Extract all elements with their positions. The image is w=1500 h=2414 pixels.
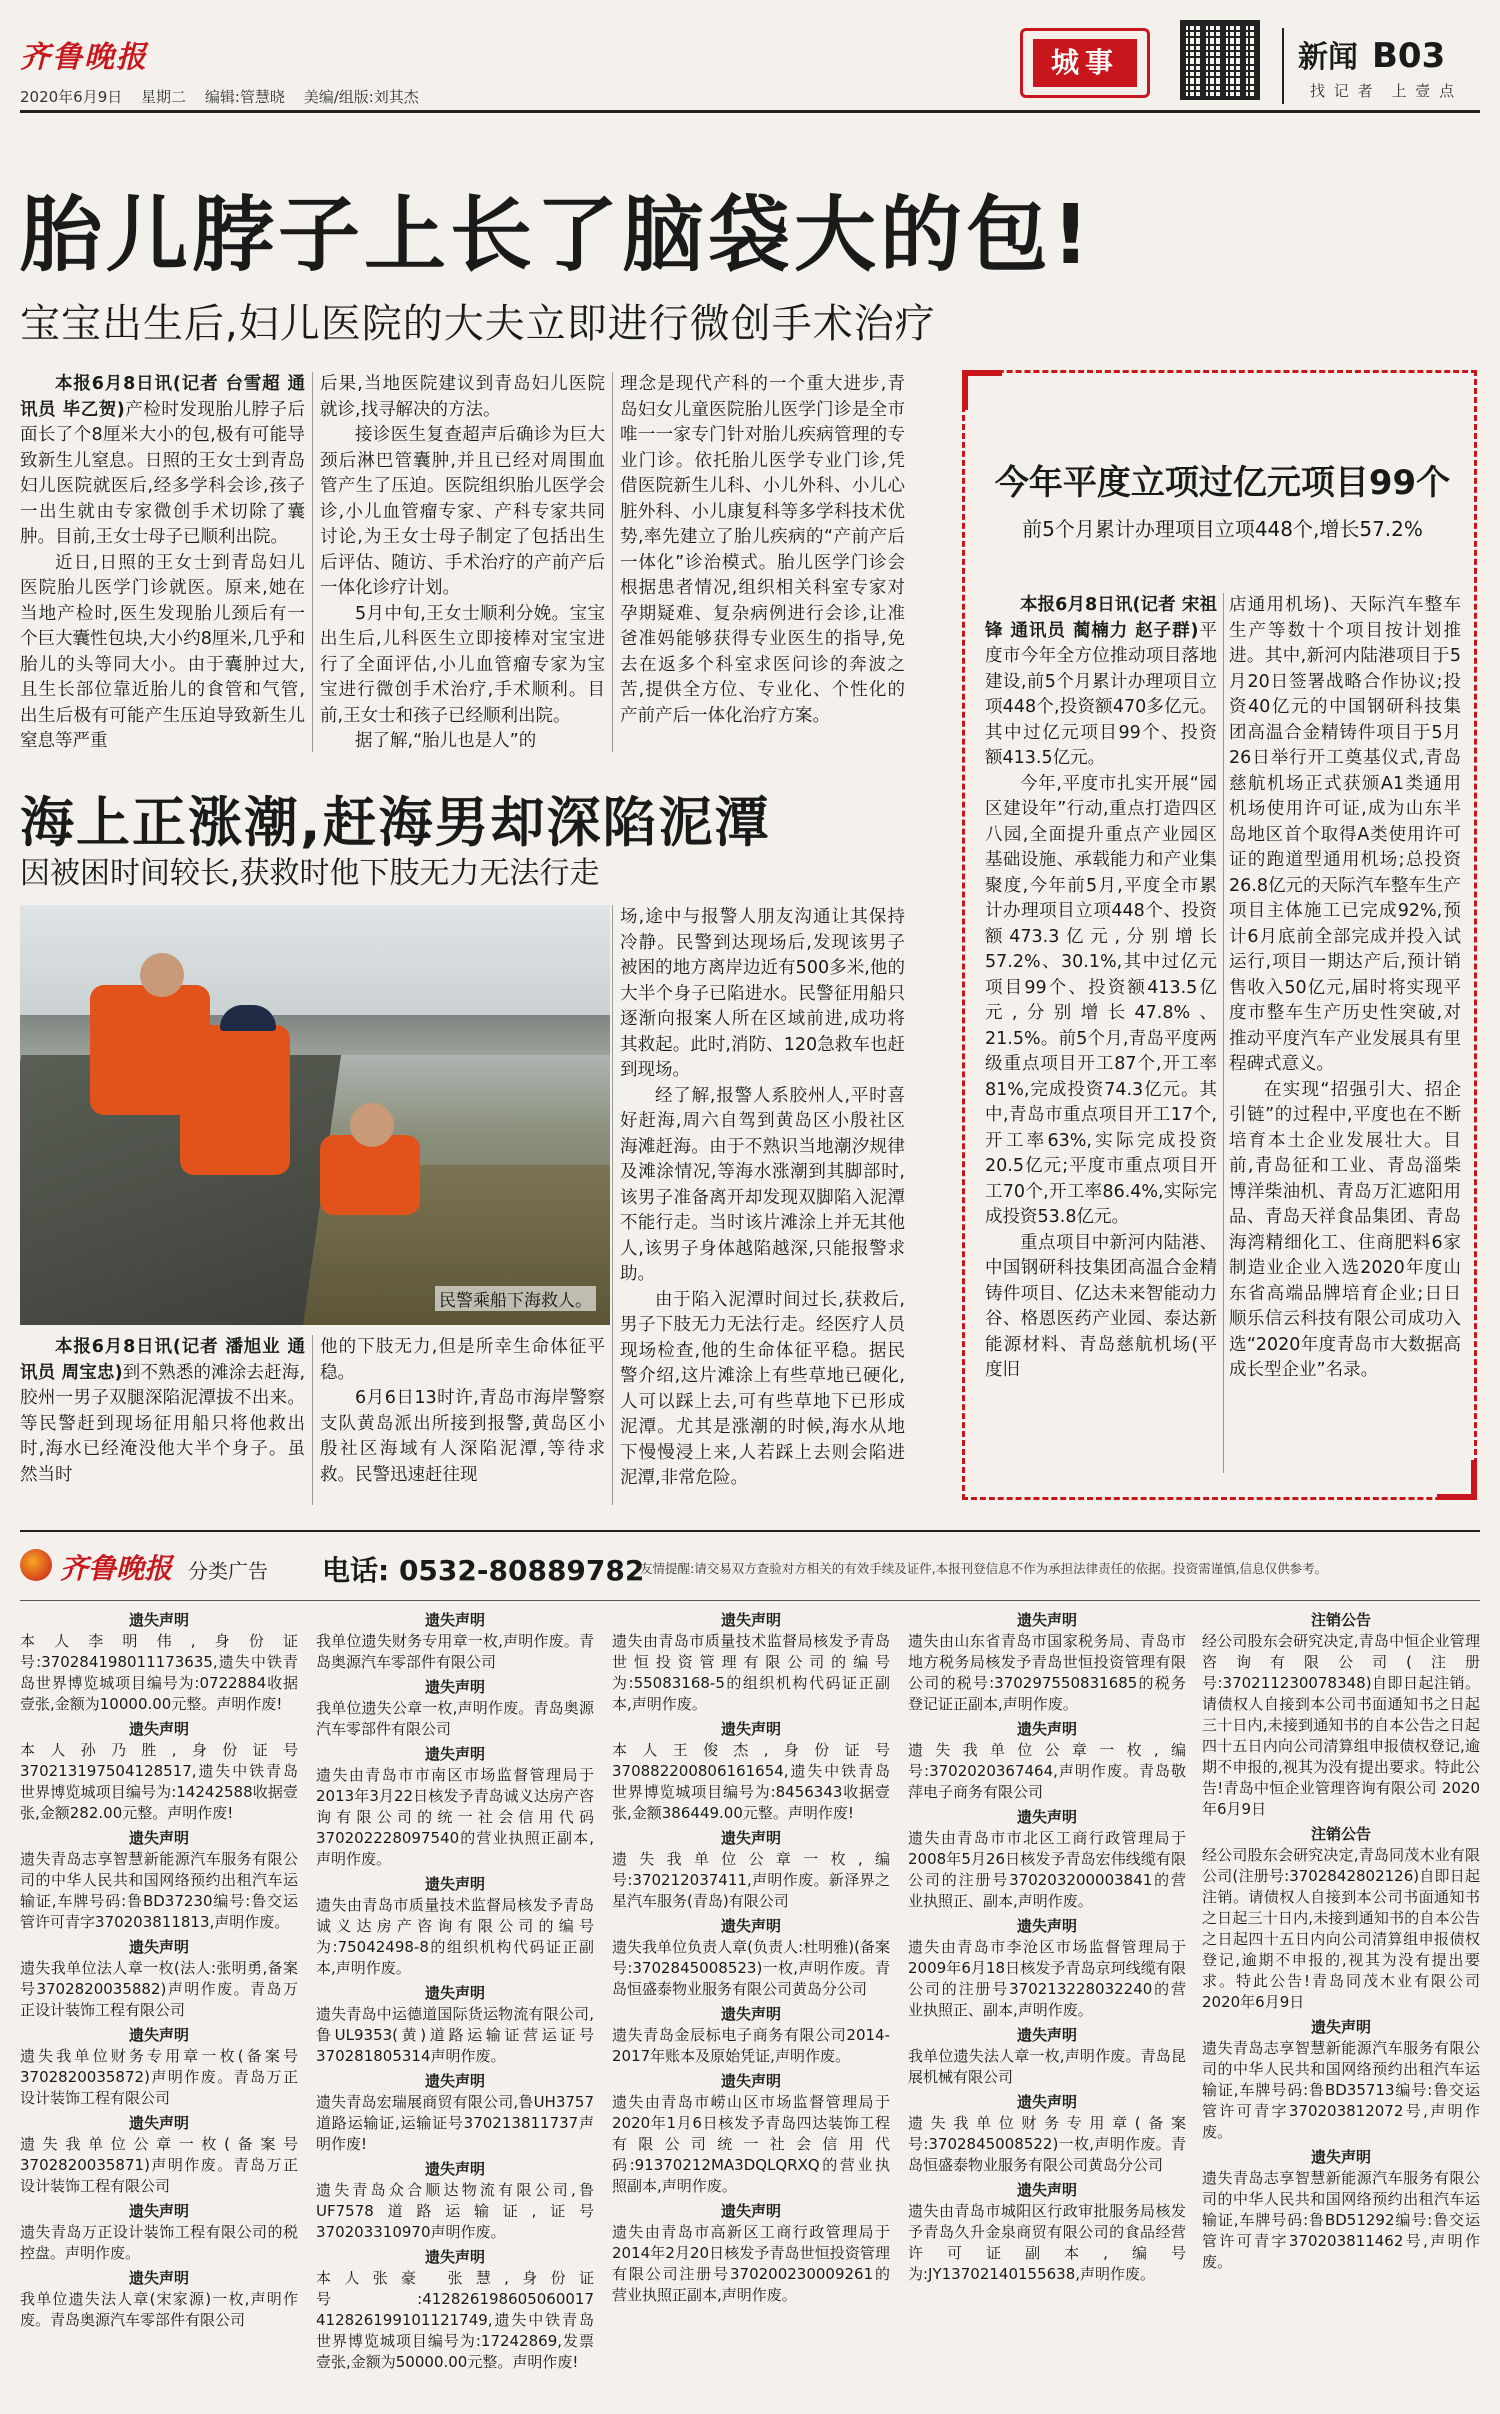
ad-body: 我单位遗失财务专用章一枚,声明作废。青岛奥源汽车零部件有限公司 [316, 1632, 594, 1671]
classified-ad [316, 1610, 594, 1673]
ad-body: 遗失青岛宏瑞展商贸有限公司,鲁UH3757道路运输证,运输证号370213811737声明作废! [316, 2093, 594, 2153]
ads-brand: 齐鲁晚报 [60, 1552, 173, 1585]
life-vest [320, 1135, 420, 1215]
ad-body: 遗失由青岛市城阳区行政审批服务局核发予青岛久升金泉商贸有限公司的食品经营许可证副本,编号为:JY13702140155638,声明作废。 [908, 2202, 1186, 2283]
classified-ad [908, 2025, 1186, 2088]
ad-title: 遗失声明 [424, 2072, 485, 2090]
ad-title: 遗失声明 [424, 2248, 485, 2266]
story2-byline: 本报6月8日讯(记者 潘旭业 通讯员 周宝忠) [20, 1337, 305, 1383]
ad-body: 遗失由青岛市市南区市场监督管理局于2013年3月22日核发予青岛诚义达房产咨询有限公司的统一社会信用代码370202228097540的营业执照正副本,声明作废。 [316, 1766, 594, 1868]
story2-column-3 [620, 905, 905, 1510]
story2-paragraph: 经了解,报警人系胶州人,平时喜好赶海,周六自驾到黄岛区小殷社区海滩赶海。由于不熟识当地潮汐规律及滩涂情况,等海水涨潮到其脚部时,该男子准备离开却发现双脚陷入泥潭不能行走。当时该片滩涂上并无其他人,该男子身体越陷越深,只能报警求助。 [620, 1085, 905, 1284]
ad-title: 遗失声明 [424, 2160, 485, 2178]
second-headline: 海上正涨潮,赶海男却深陷泥潭 [20, 791, 771, 854]
ad-title: 遗失声明 [128, 2202, 189, 2220]
column-rule [612, 372, 613, 752]
ad-title: 遗失声明 [1310, 2018, 1371, 2036]
sidebar-column-1 [985, 593, 1217, 1483]
classified-ad [908, 1719, 1186, 1803]
ad-title: 遗失声明 [1016, 2181, 1077, 2199]
story2-paragraph: 场,途中与报警人朋友沟通让其保持冷静。民警到达现场后,发现该男子被困的地方离岸边近有500多米,他的大半个身子已陷进水。民警征用船只逐渐向报案人所在区域前进,成功将其救起。此时,消防、120急救车也赶到现场。 [620, 907, 905, 1080]
ad-title: 遗失声明 [424, 1678, 485, 1696]
ad-body: 遗失青岛志享智慧新能源汽车服务有限公司的中华人民共和国网络预约出租汽车运输证,车牌号码:鲁BD37230编号:鲁交运管许可青字370203811813,声明作废。 [20, 1850, 298, 1931]
classified-ad [20, 1719, 298, 1824]
story1-paragraph: 理念是现代产科的一个重大进步,青岛妇女儿童医院胎儿医学门诊是全市唯一一家专门针对胎儿疾病管理的专业门诊。依托胎儿医学专业门诊,凭借医院新生儿科、小儿外科、小儿心脏外科、小儿康复科等多学科技术优势,率先建立了胎儿疾病的“产前产后一体化”诊治模式。胎儿医学门诊会根据患者情况,组织相关科室专家对孕期疑难、复杂病例进行会诊,让准爸准妈能够获得专业医生的指导,免去在返多个科室求医问诊的奔波之苦,提供全方位、专业化、个性化的产前产后一体化治疗方案。 [620, 374, 905, 726]
ads-column-5 [1202, 1610, 1480, 2400]
ad-body: 我单位遗失法人章一枚,声明作废。青岛昆展机械有限公司 [908, 2047, 1186, 2086]
ads-phone: 电话: 0532-80889782 [322, 1554, 645, 1587]
story1-paragraph: 接诊医生复查超声后确诊为巨大颈后淋巴管囊肿,并且已经对周围血管产生了压迫。医院组织胎儿医学会诊,小儿血管瘤专家、产科专家共同讨论,为王女士母子制定了包括出生后评估、随访、手术治疗的产前产后一体化诊疗计划。 [320, 425, 605, 598]
classified-ad [316, 1744, 594, 1870]
classified-ad [612, 1610, 890, 1715]
ad-title: 遗失声明 [720, 1917, 781, 1935]
ad-title: 遗失声明 [424, 1984, 485, 2002]
classified-ad [316, 1677, 594, 1740]
ad-body: 我单位遗失公章一枚,声明作废。青岛奥源汽车零部件有限公司 [316, 1699, 594, 1738]
section-label: 城事 [1033, 39, 1137, 87]
classified-ad [316, 2159, 594, 2243]
header-divider [1282, 28, 1284, 104]
rescuer-head [140, 953, 184, 997]
story2-paragraph: 由于陷入泥潭时间过长,获救后,男子下肢无力无法行走。经医疗人员现场检查,他的生命体征平稳。据民警介绍,这片滩涂上有些草地已硬化,人可以踩上去,可有些草地下已形成泥潭。尤其是涨潮的时候,海水从地下慢慢浸上来,人若踩上去则会陷进泥潭,非常危险。 [620, 1289, 905, 1488]
sidebar-paragraph: 店通用机场)、天际汽车整车生产等数十个项目按计划推进。其中,新河内陆港项目于5月20日签署战略合作协议;投资40亿元的中国钢研科技集团高温合金精铸件项目于5月26日举行开工奠基仪式,青岛慈航机场正式获颁A1类通用机场使用许可证,成为山东半岛地区首个取得A类使用许可证的跑道型通用机场;总投资26.8亿元的天际汽车整车生产项目主体施工已完成92%,预计6月底前全部完成并投入试运行,项目一期达产后,预计销售收入50亿元,届时将实现平度市整车生产历史性突破,对推动平度汽车产业发展具有里程碑式意义。 [1229, 595, 1461, 1074]
issue-weekday: 星期二 [141, 88, 187, 106]
sidebar-story-box [962, 370, 1477, 1500]
second-subhead: 因被困时间较长,获救时他下肢无力无法行走 [20, 856, 600, 891]
story1-paragraph: 产检时发现胎儿脖子后面长了个8厘米大小的包,极有可能导致新生儿窒息。日照的王女士到青岛妇儿医院就医后,经多学科会诊,孩子一出生就由专家微创手术切除了囊肿。目前,王女士母子已顺利出院。 [20, 399, 305, 547]
ad-body: 本人李明伟,身份证号:370284198011173635,遗失中铁青岛世界博览城项目编号为:0722884收据壹张,金额为10000.00元整。声明作废! [20, 1632, 298, 1713]
story1-column-1 [20, 372, 305, 762]
ads-column-1 [20, 1610, 298, 2400]
newspaper-logo: 齐鲁晚报 [20, 40, 148, 75]
classified-ad [908, 2180, 1186, 2285]
page-number: B03 [1372, 36, 1446, 76]
ad-body: 遗失青岛众合顺达物流有限公司,鲁UF7578道路运输证,证号370203310970声明作废。 [316, 2181, 594, 2241]
sidebar-column-2 [1229, 593, 1461, 1483]
classified-ad [908, 2092, 1186, 2176]
issue-date: 2020年6月9日 [20, 88, 123, 106]
ad-title: 遗失声明 [1016, 1611, 1077, 1629]
sidebar-paragraph: 重点项目中新河内陆港、中国钢研科技集团高温合金精铸件项目、亿达未来智能动力谷、格恩医药产业园、泰达新能源材料、青岛慈航机场(平度旧 [985, 1232, 1217, 1380]
ad-title: 遗失声明 [1016, 2026, 1077, 2044]
ad-body: 遗失青岛志享智慧新能源汽车服务有限公司的中华人民共和国网络预约出租汽车运输证,车牌号码:鲁BD51292编号:鲁交运管许可青字370203811462号,声明作废。 [1202, 2169, 1480, 2271]
ad-body: 遗失青岛志享智慧新能源汽车服务有限公司的中华人民共和国网络预约出租汽车运输证,车牌号码:鲁BD35713编号:鲁交运管许可青字370203812072号,声明作废。 [1202, 2039, 1480, 2141]
ad-body: 遗失我单位公章一枚,编号:3702020367464,声明作废。青岛敬萍电子商务有限公司 [908, 1741, 1186, 1801]
ad-body: 我单位遗失法人章(宋家源)一枚,声明作废。青岛奥源汽车零部件有限公司 [20, 2290, 298, 2329]
life-vest [180, 1025, 290, 1175]
page-label [1298, 32, 1445, 76]
ads-column-3 [612, 1610, 890, 2400]
page-name: 新闻 [1298, 40, 1358, 75]
classified-ad [1202, 2017, 1480, 2143]
masthead [20, 14, 1480, 104]
ads-column-4 [908, 1610, 1186, 2400]
ad-body: 遗失青岛中运德道国际货运物流有限公司,鲁UL9353(黄)道路运输证营运证号370281805314声明作废。 [316, 2005, 594, 2065]
rescue-photo [20, 905, 610, 1325]
classified-ad [612, 2201, 890, 2306]
classified-ad [908, 1916, 1186, 2021]
classified-ad [20, 1610, 298, 1715]
classified-ad [1202, 1610, 1480, 1820]
classified-ad [20, 1937, 298, 2021]
ad-body: 本人孙乃胜,身份证号370213197504128517,遗失中铁青岛世界博览城项目编号为:14242588收据壹张,金额282.00元整。声明作废! [20, 1741, 298, 1822]
story1-paragraph: 后果,当地医院建议到青岛妇儿医院就诊,找寻解决的方法。 [320, 374, 605, 420]
ad-body: 本人王俊杰,身份证号370882200806161654,遗失中铁青岛世界博览城项目编号为:8456343收据壹张,金额386449.00元整。声明作废! [612, 1741, 890, 1822]
classified-ad [612, 2004, 890, 2067]
ad-body: 遗失我单位法人章一枚(法人:张明勇,备案号3702820035882)声明作废。青岛万正设计装饰工程有限公司 [20, 1959, 298, 2019]
ad-body: 遗失我单位公章一枚,编号:370212037411,声明作废。新泽界之星汽车服务(青岛)有限公司 [612, 1850, 890, 1910]
ad-title: 遗失声明 [720, 1720, 781, 1738]
story2-column-1 [20, 1335, 305, 1510]
ad-title: 遗失声明 [128, 2114, 189, 2132]
sidebar-byline: 本报6月8日讯(记者 宋祖锋 通讯员 蔺楠力 赵子群) [985, 595, 1217, 641]
ad-body: 遗失由青岛市质量技术监督局核发予青岛诚义达房产咨询有限公司的编号为:75042498-8的组织机构代码证正副本,声明作废。 [316, 1896, 594, 1977]
story1-paragraph: 近日,日照的王女士到青岛妇儿医院胎儿医学门诊就医。原来,她在当地产检时,医生发现胎儿颈后有一个巨大囊性包块,大小约8厘米,几乎和胎儿的头等同大小。由于囊肿过大,且生长部位靠近胎儿的食管和气管,出生后极有可能产生压迫导致新生儿窒息等严重 [20, 552, 305, 751]
ad-title: 遗失声明 [720, 2005, 781, 2023]
story2-paragraph: 6月6日13时许,青岛市海岸警察支队黄岛派出所接到报警,黄岛区小殷社区海域有人深陷泥潭,等待求救。民警迅速赶往现 [320, 1388, 605, 1485]
ad-title: 遗失声明 [1016, 1917, 1077, 1935]
classified-ad [908, 1610, 1186, 1715]
story1-column-2 [320, 372, 605, 762]
editor-credit: 编辑:管慧晓 [204, 88, 285, 106]
ad-body: 遗失由山东省青岛市国家税务局、青岛市地方税务局核发予青岛世恒投资管理有限公司的税号:370297550831685的税务登记证正副本,声明作废。 [908, 1632, 1186, 1713]
photo-caption: 民警乘船下海救人。 [435, 1286, 596, 1311]
ad-title: 遗失声明 [1310, 2148, 1371, 2166]
column-rule [612, 905, 613, 1505]
rescued-man-head [350, 1103, 394, 1147]
ad-title: 遗失声明 [1016, 1808, 1077, 1826]
ad-body: 遗失我单位财务专用章(备案号:3702845008522)一枚,声明作废。青岛恒盛泰物业服务有限公司黄岛分公司 [908, 2114, 1186, 2174]
qr-code-icon [1180, 20, 1260, 100]
story1-column-3 [620, 372, 905, 762]
ad-title: 遗失声明 [720, 1829, 781, 1847]
story1-paragraph: 5月中旬,王女士顺利分娩。宝宝出生后,儿科医生立即接棒对宝宝进行了全面评估,小儿血管瘤专家为宝宝进行微创手术治疗,手术顺利。目前,王女士和孩子已经顺利出院。 [320, 603, 605, 726]
ad-title: 遗失声明 [128, 1938, 189, 1956]
ad-body: 遗失我单位财务专用章一枚(备案号3702820035872)声明作废。青岛万正设计装饰工程有限公司 [20, 2047, 298, 2107]
classified-ad [316, 1874, 594, 1979]
brand-sun-icon [20, 1549, 52, 1581]
column-rule [312, 372, 313, 752]
ad-title: 遗失声明 [128, 1611, 189, 1629]
classified-ad [1202, 1824, 1480, 2013]
dateline [20, 86, 433, 107]
ads-top-rule [20, 1530, 1480, 1532]
classified-ad [316, 2247, 594, 2373]
classified-ad [20, 2201, 298, 2264]
ad-body: 遗失由青岛市质量技术监督局核发予青岛世恒投资管理有限公司的编号为:55083168-5的组织机构代码证正副本,声明作废。 [612, 1632, 890, 1713]
classified-ad [612, 1828, 890, 1912]
classified-ad [20, 1828, 298, 1933]
ad-body: 遗失由青岛市崂山区市场监督管理局于2020年1月6日核发予青岛四达装饰工程有限公司统一社会信用代码:91370212MA3DQLQRXQ的营业执照副本,声明作废。 [612, 2093, 890, 2195]
designer-credit: 美编/组版:刘其杰 [303, 88, 419, 106]
box-corner [962, 370, 1002, 410]
ad-title: 遗失声明 [128, 1829, 189, 1847]
ad-body: 遗失由青岛市市北区工商行政管理局于2008年5月26日核发予青岛宏伟线缆有限公司的注册号370203200003841的营业执照正、副本,声明作废。 [908, 1829, 1186, 1910]
masthead-rule [20, 110, 1480, 113]
ad-title: 遗失声明 [424, 1745, 485, 1763]
story1-byline: 本报6月8日讯(记者 台雪超 通讯员 毕乙贺) [20, 374, 305, 420]
ad-title: 遗失声明 [424, 1875, 485, 1893]
classified-ad [316, 1983, 594, 2067]
classified-ad [20, 2025, 298, 2109]
ads-column-2 [316, 1610, 594, 2400]
ad-body: 遗失由青岛市高新区工商行政管理局于2014年2月20日核发予青岛世恒投资管理有限公司注册号370200230009261的营业执照正副本,声明作废。 [612, 2223, 890, 2304]
ad-body: 遗失我单位负责人章(负责人:杜明雅)(备案号:3702845008523)一枚,声明作废。青岛恒盛泰物业服务有限公司黄岛分公司 [612, 1938, 890, 1998]
ad-title: 遗失声明 [424, 1611, 485, 1629]
ad-title: 遗失声明 [720, 2202, 781, 2220]
classified-ad [908, 1807, 1186, 1912]
ads-header [20, 1545, 1480, 1595]
classified-ad [1202, 2147, 1480, 2273]
ad-title: 注销公告 [1310, 1611, 1371, 1629]
story1-paragraph: 据了解,“胎儿也是人”的 [355, 731, 537, 751]
ad-title: 遗失声明 [720, 2072, 781, 2090]
classified-ad [612, 1719, 890, 1824]
ad-title: 遗失声明 [128, 1720, 189, 1738]
classified-ad [20, 2113, 298, 2197]
ads-disclaimer: 友情提醒:请交易双方查验对方相关的有效手续及证件,本报刊登信息不作为承担法律责任的依据。投资需谨慎,信息仅供参考。 [640, 1561, 1328, 1576]
classified-ad [20, 2268, 298, 2331]
ad-title: 遗失声明 [1016, 2093, 1077, 2111]
ad-body: 遗失我单位公章一枚(备案号3702820035871)声明作废。青岛万正设计装饰工程有限公司 [20, 2135, 298, 2195]
ad-body: 经公司股东会研究决定,青岛同茂木业有限公司(注册号:370284280212​6)自即日起注销。请债权人自接到本公司书面通知书之日起三十日内,未接到通知书的自本公告之日起四十五日内向公司清算组申报债权登记,逾期不申报的,视其为没有提出要求。特此公告!青岛同茂木业有限公司 2020年6月9日 [1202, 1846, 1480, 2011]
ad-title: 遗失声明 [128, 2269, 189, 2287]
ads-rule [20, 1600, 1480, 1601]
ad-title: 遗失声明 [1016, 1720, 1077, 1738]
story2-paragraph: 到不熟悉的滩涂去赶海,胶州一男子双腿深陷泥潭拔不出来。等民警赶到现场征用船只将他救出时,海水已经淹没他大半个身子。虽然当时 [20, 1362, 305, 1485]
ad-body: 遗失青岛金辰标电子商务有限公司2014-2017年账本及原始凭证,声明作废。 [612, 2026, 890, 2065]
column-rule [1223, 593, 1224, 1473]
main-headline: 胎儿脖子上长了脑袋大的包! [20, 188, 1094, 283]
classified-ad [316, 2071, 594, 2155]
ad-title: 注销公告 [1310, 1825, 1371, 1843]
sidebar-headline: 今年平度立项过亿元项目99个 [994, 463, 1451, 503]
ads-category: 分类广告 [188, 1559, 268, 1583]
classified-ad [612, 1916, 890, 2000]
sidebar-paragraph: 平度市今年全方位推动项目落地建设,前5个月累计办理项目立项448个,投资额470多亿元。其中过亿元项目99个、投资额413.5亿元。 [985, 620, 1217, 768]
reporter-tagline: 找 记 者 上 壹 点 [1310, 82, 1457, 100]
column-rule [312, 1335, 313, 1505]
classified-ad [612, 2071, 890, 2197]
ad-body: 遗失青岛万正设计装饰工程有限公司的税控盘。声明作废。 [20, 2223, 298, 2262]
ad-body: 经公司股东会研究决定,青岛中恒企业管理咨询有限公司(注册号:370211230078348)自即日起注销。请债权人自接到本公司书面通知书之日起三十日内,未接到通知书的自本公告之日起四十五日内向公司清算组申报债权登记,逾期不申报的,视其为没有提出要求。特此公告!青岛中恒企业管理咨询有限公司 2020年6月9日 [1202, 1632, 1480, 1818]
ad-title: 遗失声明 [128, 2026, 189, 2044]
sidebar-subhead: 前5个月累计办理项目立项448个,增长57.2% [1022, 517, 1423, 541]
story2-paragraph: 他的下肢无力,但是所幸生命体征平稳。 [320, 1337, 605, 1383]
sidebar-paragraph: 今年,平度市扎实开展“园区建设年”行动,重点打造四区八园,全面提升重点产业园区基础设施、承载能力和产业集聚度,今年前5月,平度全市累计办理项目立项448个、投资额473.3亿元,分别增长57.2%、30.1%,其中过亿元项目99个、投资额413.5亿元,分别增长47.8%、21.5%。前5个月,青岛平度两级重点项目开工87个,开工率81%,完成投资74.3亿元。其中,青岛市重点项目开工17个,开工率63%,实际完成投资20.5亿元;平度市重点项目开工70个,开工率86.4%,实际完成投资53.8亿元。 [985, 773, 1217, 1227]
ad-title: 遗失声明 [720, 1611, 781, 1629]
main-subhead: 宝宝出生后,妇儿医院的大夫立即进行微创手术治疗 [20, 301, 936, 347]
ad-body: 本人张豪 张慧,身份证号:412826198605060017 412826199101121749,遗失中铁青岛世界博览城项目编号为:17242869,发票壹张,金额为50000.00元整。声明作废! [316, 2269, 594, 2371]
story2-column-2 [320, 1335, 605, 1510]
ad-body: 遗失由青岛市李沧区市场监督管理局于2009年6月18日核发予青岛京珂线缆有限公司的注册号370213228032240的营业执照正、副本,声明作废。 [908, 1938, 1186, 2019]
sidebar-paragraph: 在实现“招强引大、招企引链”的过程中,平度也在不断培育本土企业发展壮大。目前,青岛征和工业、青岛淄柴博洋柴油机、青岛万汇遮阳用品、青岛天祥食品集团、青岛海湾精细化工、住商肥料6家制造业企业入选2020年度山东省高端品牌培育企业;日日顺乐信云科技有限公司成功入选“2020年度青岛市大数据高成长型企业”名录。 [1229, 1079, 1461, 1380]
section-tab [1020, 28, 1150, 98]
